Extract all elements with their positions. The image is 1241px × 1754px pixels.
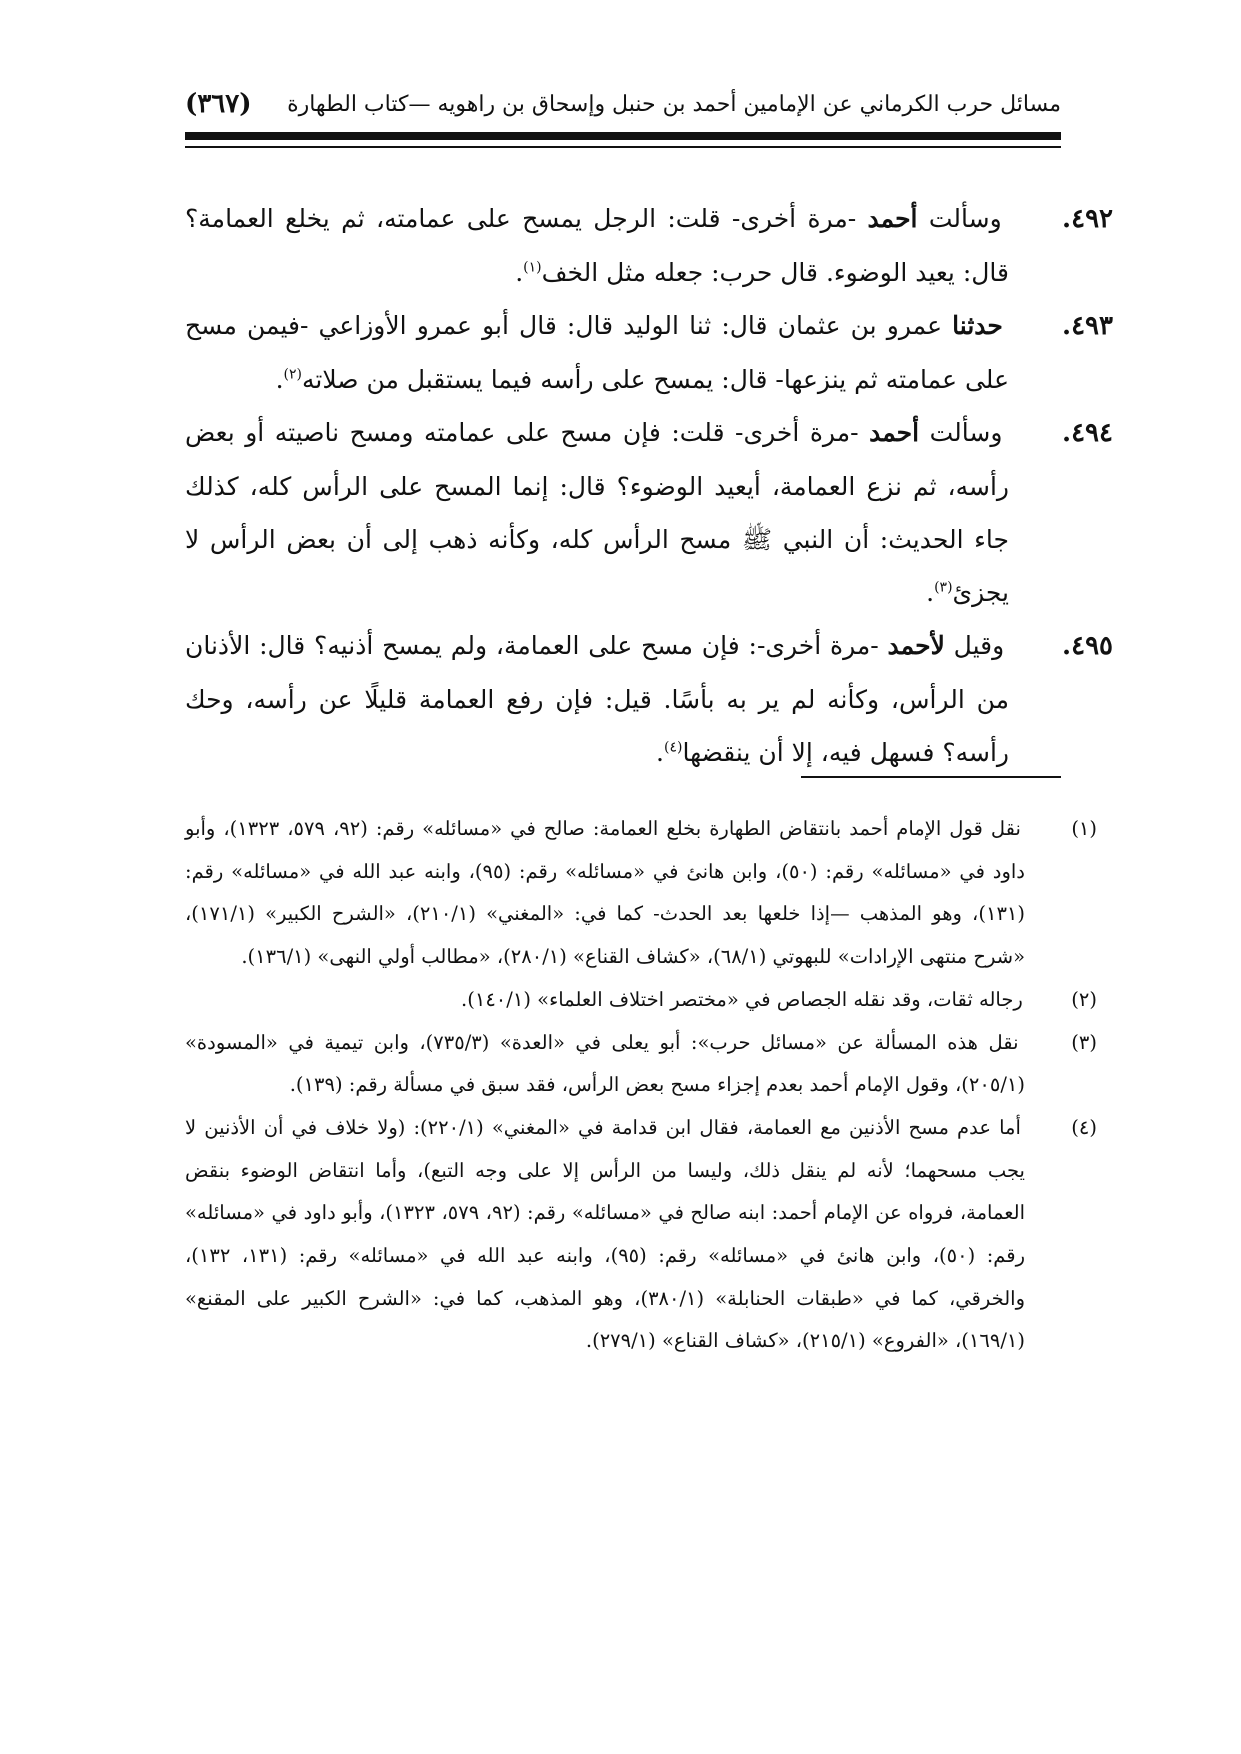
footnote-number: (١) [1071, 817, 1098, 840]
issue-paragraph [185, 192, 1114, 299]
issue-keyword: أحمد [869, 418, 920, 447]
footnote-text: نقل قول الإمام أحمد بانتقاض الطهارة بخلع العمامة: صالح في «مسائله» رقم: (٩٢، ٥٧٩، ١٣٢٣)، وأبو داود في «مسائله» رقم: (٥٠)، وابن هانئ في «مسائله» رقم: (٩٥)، وابنه عبد الله في «مسائله» رقم: (١٣١)، وهو المذهب —إذا خلعها بعد الحدث- كما في: «المغني» (٢١٠/١)، «الشرح الكبير» (١٧١/١)، «شرح منتهى الإرادات» للبهوتي (٦٨/١)، «كشاف القناع» (٢٨٠/١)، «مطالب أولي النهى» (١٣٦/١). [185, 817, 1025, 969]
issue-keyword: حدثنا [952, 311, 1003, 340]
issue-text: -مرة أخرى-: فإن مسح على العمامة، ولم يمسح أذنيه؟ قال: الأذنان من الرأس، وكأنه لم ير به بأسًا. قيل: فإن رفع العمامة قليلًا عن رأسه، وحك رأسه؟ فسهل فيه، إلا أن ينقضها [185, 631, 1009, 767]
header-rule-thin [185, 146, 1061, 148]
footnote-text: رجاله ثقات، وقد نقله الجصاص في «مختصر اختلاف العلماء» (١٤٠/١). [461, 987, 1023, 1011]
issue-paragraph [185, 299, 1113, 406]
footnote-ref: (٤) [664, 739, 683, 756]
footnote-number: (٢) [1071, 987, 1097, 1011]
footnote-separator [801, 776, 1061, 778]
issue-number: ٤٩٣. [1062, 311, 1113, 341]
issue-lead: وقيل [953, 631, 1005, 660]
issue-lead: وسألت [929, 418, 1003, 447]
issue-text: -مرة أخرى- قلت: الرجل يمسح على عمامته، ثم يخلع العمامة؟ قال: يعيد الوضوء. قال حرب: جعله مثل الخف [185, 204, 1009, 287]
issue-number: ٤٩٥. [1062, 631, 1114, 661]
footnote-text: أما عدم مسح الأذنين مع العمامة، فقال ابن قدامة في «المغني» (٢٢٠/١): (ولا خلاف في أن الأذنين لا يجب مسحهما؛ لأنه لم ينقل ذلك، وليسا من الرأس إلا على وجه التبع)، وأما انتقاض الوضوء بنقض العمامة، فرواه عن الإمام أحمد: ابنه صالح في «مسائله» رقم: (٩٢، ٥٧٩، ١٣٢٣)، وأبو داود في «مسائله» رقم: (٥٠)، وابن هانئ في «مسائله» رقم: (٩٥)، وابنه عبد الله في «مسائله» رقم: (١٣١، ١٣٢)، والخرقي، كما في «طبقات الحنابلة» (٣٨٠/١)، وهو المذهب، كما في: «الشرح الكبير على المقنع» (١٦٩/١)، «الفروع» (٢١٥/١)، «كشاف القناع» (٢٧٩/١). [185, 1115, 1026, 1353]
issue-lead: وسألت [928, 204, 1002, 233]
footnote [185, 1022, 1097, 1107]
footnotes [185, 808, 1098, 1363]
main-text [185, 192, 1114, 779]
issue-end: . [275, 365, 284, 394]
footnote [185, 979, 1097, 1022]
issue-end: . [515, 258, 524, 287]
footnote-number: (٤) [1071, 1115, 1097, 1139]
issue-paragraph [185, 619, 1114, 779]
issue-number: ٤٩٤. [1062, 418, 1113, 448]
footnote [185, 1107, 1097, 1363]
footnote [185, 808, 1098, 979]
issue-end: . [926, 578, 935, 607]
footnote-text: نقل هذه المسألة عن «مسائل حرب»: أبو يعلى في «العدة» (٧٣٥/٣)، وابن تيمية في «المسودة» (٢٠٥/١)، وقول الإمام أحمد بعدم إجزاء مسح بعض الرأس، فقد سبق في مسألة رقم: (١٣٩). [185, 1030, 1025, 1097]
header-title: مسائل حرب الكرماني عن الإمامين أحمد بن حنبل وإسحاق بن راهويه —كتاب الطهارة [287, 91, 1061, 117]
footnote-ref: (١) [523, 259, 542, 276]
issue-end: . [656, 738, 664, 767]
running-header [185, 84, 1061, 124]
issue-text: -مرة أخرى- قلت: فإن مسح على عمامته ومسح ناصيته أو بعض رأسه، ثم نزع العمامة، أيعيد الوضوء؟ قال: إنما المسح على الرأس كله، كذلك جاء الحديث: أن النبي ﷺ مسح الرأس كله، وكأنه ذهب إلى أن بعض الرأس لا يجزئ [185, 418, 1009, 607]
page-number: (٣٦٧) [185, 89, 252, 119]
issue-keyword: أحمد [867, 204, 918, 233]
issue-paragraph [185, 406, 1113, 619]
footnote-number: (٣) [1071, 1030, 1097, 1054]
issue-number: ٤٩٢. [1062, 204, 1114, 234]
footnote-ref: (٣) [934, 579, 953, 596]
issue-text: عمرو بن عثمان قال: ثنا الوليد قال: قال أبو عمرو الأوزاعي -فيمن مسح على عمامته ثم ينزعها- قال: يمسح على رأسه فيما يستقبل من صلاته [185, 311, 1009, 394]
header-rule-thick [185, 132, 1061, 140]
issue-keyword: لأحمد [887, 631, 945, 660]
footnote-ref: (٢) [283, 366, 302, 383]
